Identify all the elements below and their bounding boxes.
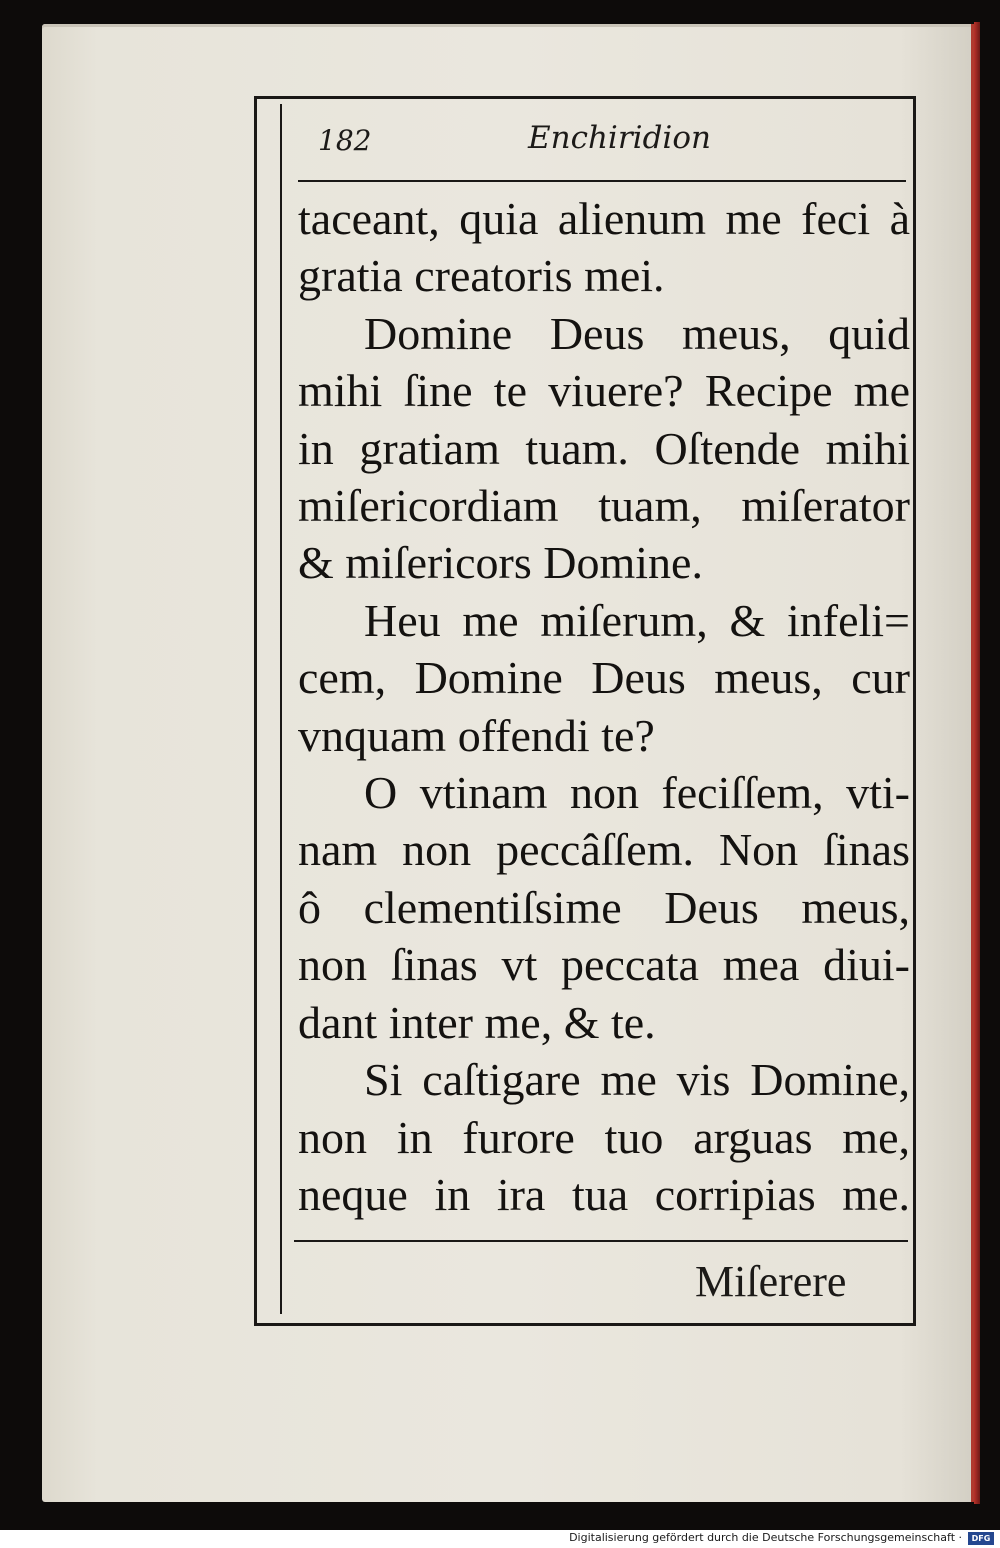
text-line: non in furore tuo arguas me, — [298, 1111, 910, 1163]
text-line: & miſericors Domine. — [298, 537, 703, 589]
header-rule — [298, 180, 906, 182]
text-line: taceant, quia alienum me feci à — [298, 193, 910, 244]
text-line: non ſinas vt peccata mea diui- — [298, 939, 910, 991]
text-line: dant inter me, & te. — [298, 996, 656, 1048]
running-title: Enchiridion — [528, 120, 711, 156]
text-line: Si caſtigare me vis Domine, — [364, 1054, 910, 1106]
page-header — [282, 108, 910, 178]
text-line: cem, Domine Deus meus, cur — [298, 652, 910, 704]
credit-text: Digitalisierung gefördert durch die Deutsche Forschungsgemeinschaft · — [569, 1531, 962, 1544]
frame-inner-rule — [280, 104, 282, 1314]
body-text — [298, 190, 910, 1223]
text-line: mihi ſine te viuere? Recipe me — [298, 365, 910, 417]
text-line: in gratiam tuam. Oſtende mihi — [298, 422, 910, 474]
text-line: gratia creatoris mei. — [298, 250, 665, 302]
digitization-credit-bar — [0, 1530, 1000, 1548]
text-line: nam non peccâſſem. Non ſinas — [298, 824, 910, 876]
text-line: neque in ira tua corripias me. — [298, 1168, 910, 1220]
text-line: Heu me miſerum, & infeli= — [364, 594, 910, 646]
dfg-logo-icon: DFG — [968, 1532, 994, 1545]
catchword: Miſerere — [695, 1257, 847, 1306]
page-edge — [974, 22, 980, 1504]
footer-rule — [294, 1240, 908, 1242]
text-line: ô clementiſsime Deus meus, — [298, 881, 910, 933]
page-number: 182 — [318, 124, 372, 157]
text-line: vnquam offendi te? — [298, 709, 655, 761]
text-line: miſericordiam tuam, miſerator — [298, 480, 910, 532]
text-line: O vtinam non feciſſem, vti- — [364, 767, 910, 819]
text-line: Domine Deus meus, quid — [364, 307, 910, 359]
